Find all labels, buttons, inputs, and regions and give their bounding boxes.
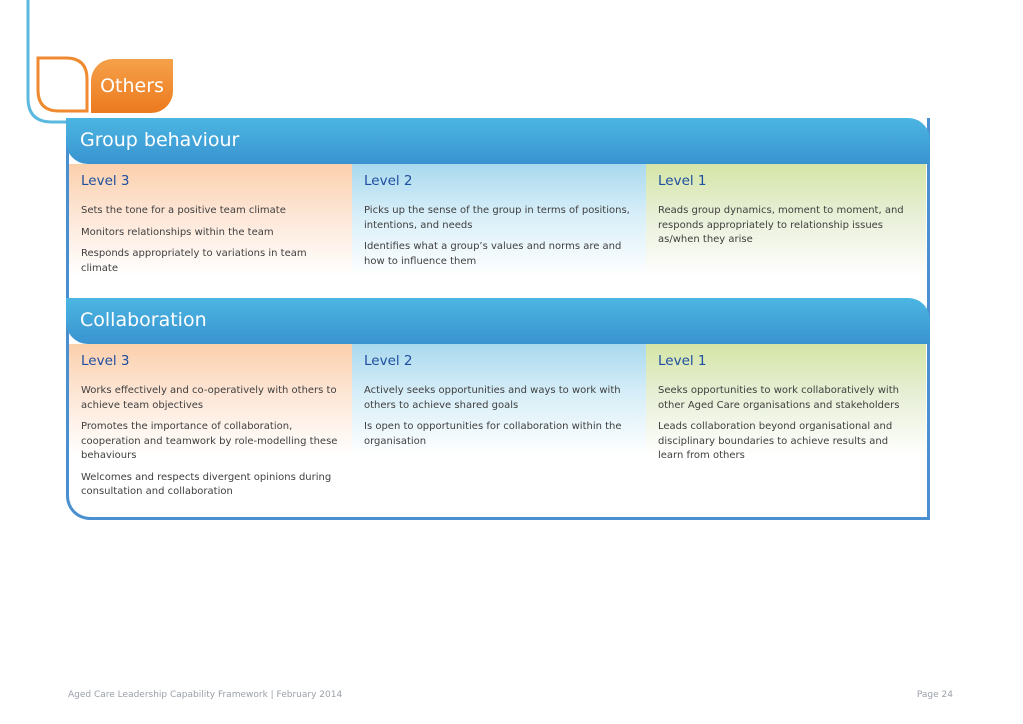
footer-page-number: Page 24 [916,690,953,700]
behaviour-item: Responds appropriately to variations in team climate [81,248,307,274]
level-heading: Level 3 [81,173,130,189]
level-heading: Level 3 [81,353,130,369]
behaviour-item: Reads group dynamics, moment to moment, and responds appropriately to relationship issues as/when they arise [658,205,904,245]
level-heading: Level 1 [658,353,707,369]
level-column [646,164,926,276]
level-heading: Level 2 [364,353,413,369]
level-column [352,164,646,276]
behaviour-item: Monitors relationships within the team [81,226,274,238]
footer-document-title: Aged Care Leadership Capability Framework | February 2014 [68,690,343,700]
level-heading: Level 2 [364,173,413,189]
behaviour-item: Identifies what a group’s values and norms are and how to influence them [364,241,622,267]
behaviour-item: Promotes the importance of collaboration, cooperation and teamwork by role-modelling these behaviours [81,421,338,461]
section-title: Group behaviour [66,118,930,164]
behaviour-item: Seeks opportunities to work collaboratively with other Aged Care organisations and stakeholders [658,385,900,411]
level-heading: Level 1 [658,173,707,189]
category-tab [91,59,173,113]
section-collaboration [66,298,930,497]
behaviour-item: Works effectively and co-operatively with others to achieve team objectives [81,385,337,411]
section-group-behaviour [66,118,930,276]
category-tab-label: Others [100,75,164,97]
section-title: Collaboration [66,298,930,344]
leaf-outline-icon [38,58,87,111]
level-column [646,344,926,461]
behaviour-item: Welcomes and respects divergent opinions during consultation and collaboration [81,471,332,497]
behaviour-item: Leads collaboration beyond organisational and disciplinary boundaries to achieve results and learn from others [658,421,893,461]
level-column [69,164,352,276]
level-column [69,344,352,497]
behaviour-item: Picks up the sense of the group in terms of positions, intentions, and needs [364,205,630,231]
behaviour-item: Is open to opportunities for collaboration within the organisation [364,421,622,447]
behaviour-item: Sets the tone for a positive team climate [81,205,286,216]
level-column [352,344,646,456]
behaviour-item: Actively seeks opportunities and ways to work with others to achieve shared goals [364,385,621,411]
